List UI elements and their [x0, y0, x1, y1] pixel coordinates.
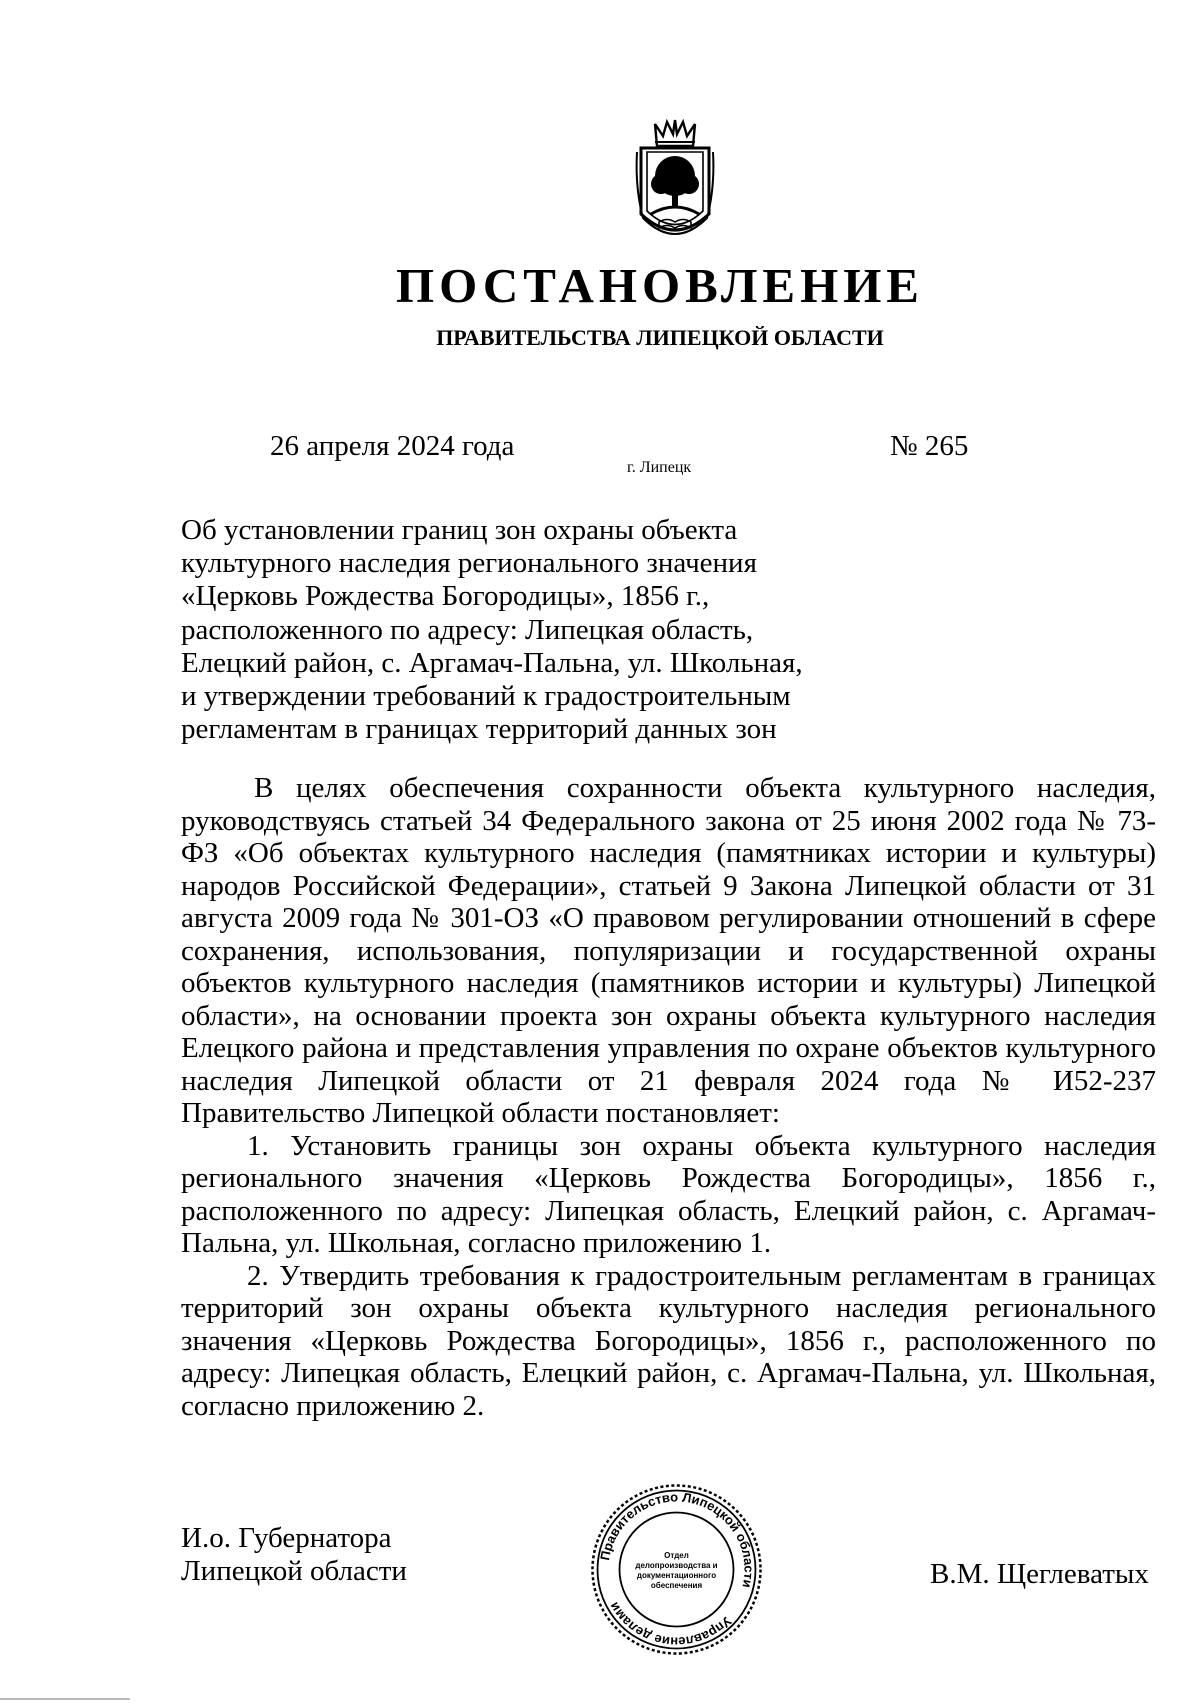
subject-line: и утверждении требований к градостроительным	[181, 680, 791, 713]
subject-line: регламентам в границах территорий данных зон	[181, 713, 777, 746]
seal-center-line: документационного	[636, 1571, 717, 1580]
seal-center-line: обеспечения	[650, 1581, 703, 1590]
svg-text:Управление делами	[606, 1600, 734, 1650]
subject-line: расположенного по адресу: Липецкая область,	[181, 613, 754, 646]
document-body	[181, 772, 1156, 1422]
document-date: 26 апреля 2024 года	[270, 430, 515, 462]
document-place: г. Липецк	[627, 459, 692, 476]
seal-center-text	[628, 1538, 725, 1604]
subject-line: «Церковь Рождества Богородицы», 1856 г.,	[181, 580, 710, 613]
seal-center-line: делопроизводства и	[635, 1561, 718, 1570]
resolution-item-2: 2. Утвердить требования к градостроительным регламентам в границах территорий зон охраны объекта культурного наследия регионального значения «Церковь Рождества Богородицы», 1856 г., расположенного по адресу: Липецкая область, Елецкий район, с. Аргамач-Пальна, ул. Школьная, согласно приложению 2.	[181, 1259, 1156, 1422]
preamble-paragraph: В целях обеспечения сохранности объекта культурного наследия, руководствуясь статьей 34 Федерального закона от 25 июня 2002 года № 73-ФЗ «Об объектах культурного наследия (памятниках истории и культуры) народов Российской Федерации», статьей 9 Закона Липецкой области от 31 августа 2009 года № 301-ОЗ «О правовом регулировании отношений в сфере сохранения, использования, популяризации и государственной охраны объектов культурного наследия (памятников истории и культуры) Липецкой области», на основании проекта зон охраны объекта культурного наследия Елецкого района и представления управления по охране объектов культурного наследия Липецкой области от 21 февраля 2024 года № И52-237 Правительство Липецкой области постановляет:	[181, 772, 1156, 1129]
document-title: ПОСТАНОВЛЕНИЕ	[396, 258, 924, 313]
signature-position	[181, 1522, 407, 1588]
round-seal-icon	[589, 1482, 764, 1657]
scan-edge-mark	[0, 1698, 130, 1700]
document-subject	[181, 514, 821, 746]
document-issuer: ПРАВИТЕЛЬСТВА ЛИПЕЦКОЙ ОБЛАСТИ	[436, 325, 884, 350]
document-number: № 265	[890, 430, 969, 462]
coat-of-arms-icon	[633, 118, 717, 244]
subject-line: культурного наследия регионального значения	[181, 547, 757, 580]
seal-outer-text-bottom: Управление делами	[605, 1599, 735, 1650]
seal-center-line: Отдел	[664, 1551, 689, 1560]
signature-position-line: И.о. Губернатора	[181, 1522, 392, 1554]
signature-position-line: Липецкой области	[181, 1555, 407, 1587]
subject-line: Елецкий район, с. Аргамач-Пальна, ул. Школьная,	[181, 646, 803, 679]
subject-line: Об установлении границ зон охраны объекта	[181, 514, 738, 546]
seal-outer-text: Правительство Липецкой области	[597, 1489, 757, 1590]
resolution-item-1: 1. Установить границы зон охраны объекта культурного наследия регионального значения «Церковь Рождества Богородицы», 1856 г., расположенного по адресу: Липецкая область, Елецкий район, с. Аргамач-Пальна, ул. Школьная, согласно приложению 1.	[181, 1129, 1156, 1259]
signatory-name: В.М. Щеглеватых	[930, 1558, 1149, 1590]
